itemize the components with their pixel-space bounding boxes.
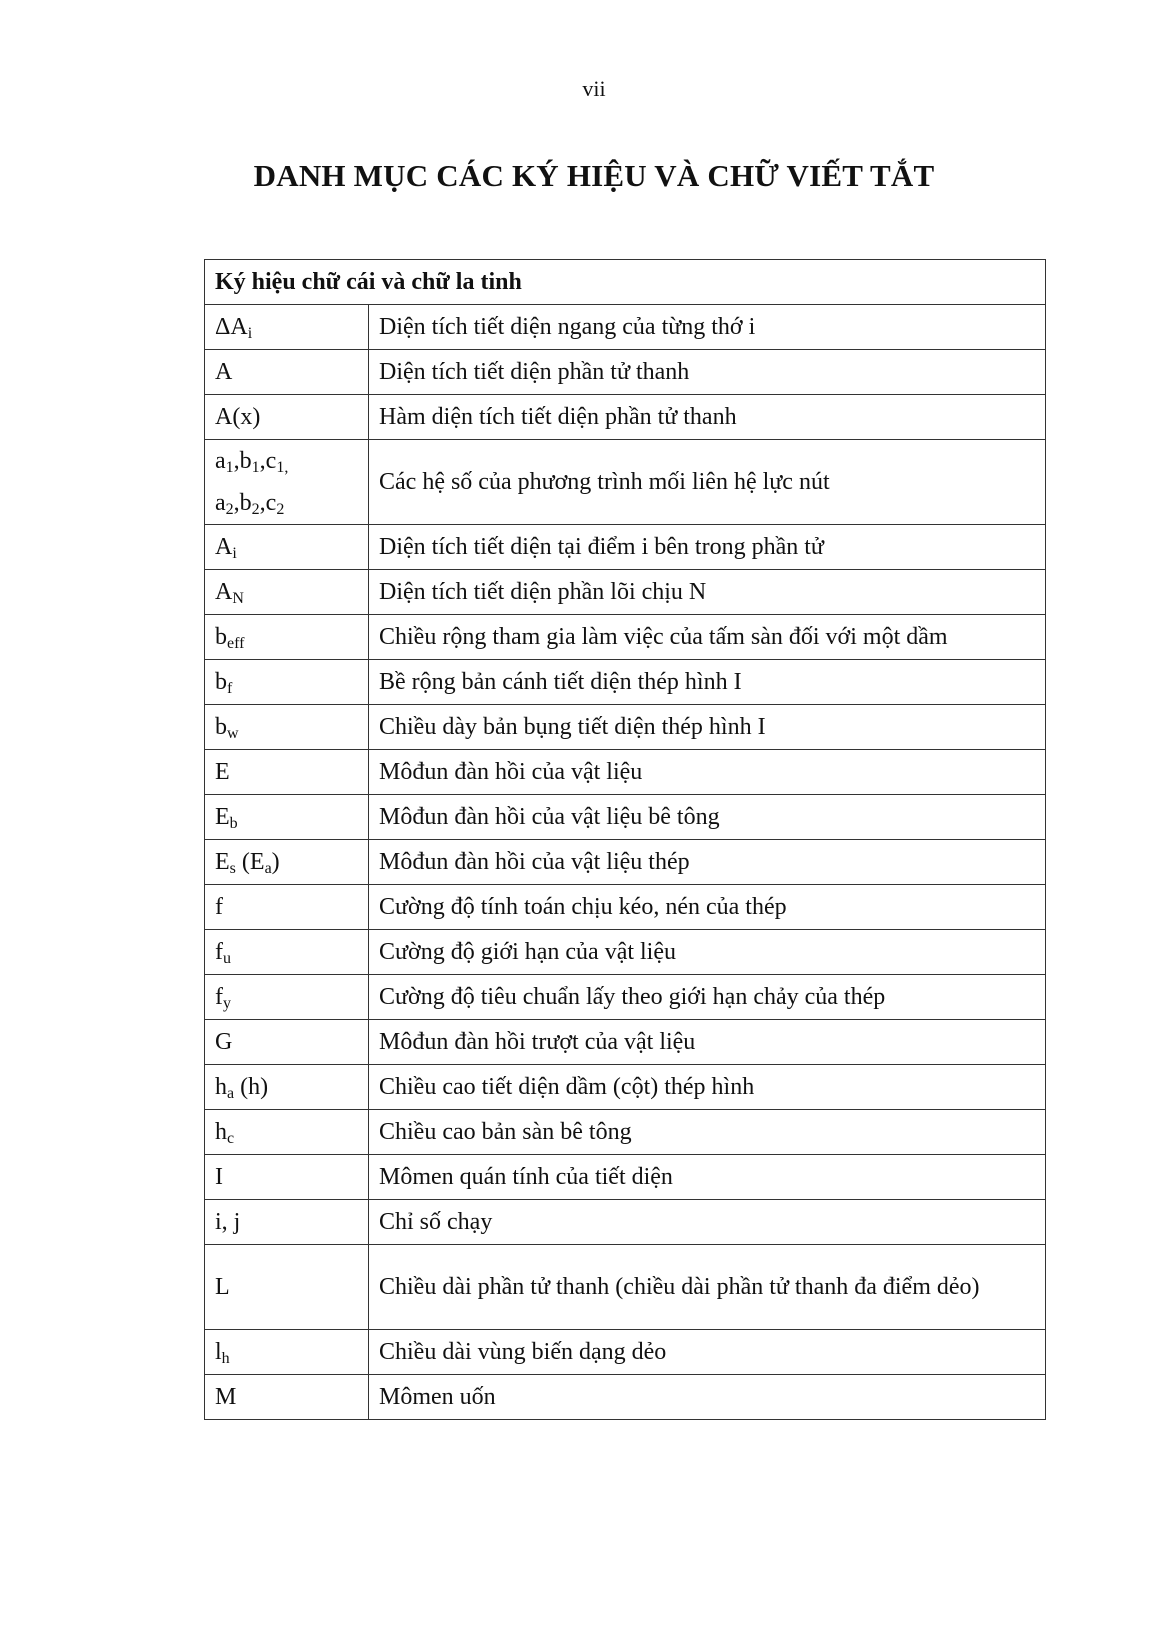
table-row — [205, 705, 1046, 750]
symbol-line-2: $a_2,b_2,c_2$ — [215, 490, 285, 518]
symbol-cell: M — [205, 1375, 369, 1420]
table-row — [205, 750, 1046, 795]
symbol-cell: $E_b$ — [205, 795, 369, 840]
table-row — [205, 1110, 1046, 1155]
page-number: vii — [582, 76, 606, 101]
table-row — [205, 350, 1046, 395]
table-row — [205, 525, 1046, 570]
symbol-cell: i, j — [205, 1200, 369, 1245]
description-cell: Bề rộng bản cánh tiết diện thép hình I — [369, 660, 1046, 705]
table-row — [205, 885, 1046, 930]
symbol-cell: $A_N$ — [205, 570, 369, 615]
description-cell: Chỉ số chạy — [369, 1200, 1046, 1245]
description-cell: Diện tích tiết diện phần tử thanh — [369, 350, 1046, 395]
table-row — [205, 1065, 1046, 1110]
symbol-cell: L — [205, 1245, 369, 1330]
table-row — [205, 395, 1046, 440]
table-header-row — [205, 260, 1046, 305]
table-row — [205, 795, 1046, 840]
description-cell: Chiều dài vùng biến dạng dẻo — [369, 1330, 1046, 1375]
symbol-line-1: $a_1,b_1,c_{1,}$ — [215, 448, 289, 476]
symbol-cell: $l_h$ — [205, 1330, 369, 1375]
symbol-cell: G — [205, 1020, 369, 1065]
symbol-cell: $b_w$ — [205, 705, 369, 750]
description-cell: Chiều dài phần tử thanh (chiều dài phần tử thanh đa điểm dẻo) — [369, 1245, 1046, 1330]
table-row — [205, 1245, 1046, 1330]
table-row — [205, 1020, 1046, 1065]
table-row — [205, 660, 1046, 705]
symbol-cell: E — [205, 750, 369, 795]
symbol-cell: $\Delta A_i$ — [205, 305, 369, 350]
description-cell: Diện tích tiết diện phần lõi chịu N — [369, 570, 1046, 615]
section-header: Ký hiệu chữ cái và chữ la tinh — [205, 260, 1046, 305]
symbol-cell: $h_a$ (h) — [205, 1065, 369, 1110]
table-row — [205, 930, 1046, 975]
description-cell: Chiều cao bản sàn bê tông — [369, 1110, 1046, 1155]
description-cell: Môđun đàn hồi trượt của vật liệu — [369, 1020, 1046, 1065]
table-row — [205, 975, 1046, 1020]
table-row — [205, 570, 1046, 615]
symbol-cell: f — [205, 885, 369, 930]
symbol-cell: $h_c$ — [205, 1110, 369, 1155]
description-cell: Cường độ tính toán chịu kéo, nén của thép — [369, 885, 1046, 930]
symbol-cell: $b_{eff}$ — [205, 615, 369, 660]
description-cell: Chiều rộng tham gia làm việc của tấm sàn đối với một dầm — [369, 615, 1046, 660]
symbol-cell: $A_i$ — [205, 525, 369, 570]
description-cell: Cường độ tiêu chuẩn lấy theo giới hạn chảy của thép — [369, 975, 1046, 1020]
symbol-cell: $f_u$ — [205, 930, 369, 975]
table-row — [205, 1330, 1046, 1375]
table-row — [205, 440, 1046, 525]
page-title: DANH MỤC CÁC KÝ HIỆU VÀ CHỮ VIẾT TẮT — [253, 158, 935, 193]
description-cell: Cường độ giới hạn của vật liệu — [369, 930, 1046, 975]
description-cell: Diện tích tiết diện ngang của từng thớ i — [369, 305, 1046, 350]
symbol-cell: I — [205, 1155, 369, 1200]
description-cell: Các hệ số của phương trình mối liên hệ lực nút — [369, 440, 1046, 525]
description-cell: Mômen quán tính của tiết diện — [369, 1155, 1046, 1200]
symbol-cell: A — [205, 350, 369, 395]
description-cell: Hàm diện tích tiết diện phần tử thanh — [369, 395, 1046, 440]
symbol-cell: A(x) — [205, 395, 369, 440]
symbol-cell: $f_y$ — [205, 975, 369, 1020]
table-row — [205, 1200, 1046, 1245]
symbol-cell: $b_f$ — [205, 660, 369, 705]
description-cell: Mômen uốn — [369, 1375, 1046, 1420]
description-cell: Môđun đàn hồi của vật liệu — [369, 750, 1046, 795]
symbol-cell: $E_s$ $(E_a)$ — [205, 840, 369, 885]
table-row — [205, 615, 1046, 660]
description-cell: Môđun đàn hồi của vật liệu bê tông — [369, 795, 1046, 840]
table-row — [205, 1155, 1046, 1200]
description-cell: Chiều cao tiết diện dầm (cột) thép hình — [369, 1065, 1046, 1110]
description-cell: Chiều dày bản bụng tiết diện thép hình I — [369, 705, 1046, 750]
symbol-cell — [205, 440, 369, 525]
description-cell: Môđun đàn hồi của vật liệu thép — [369, 840, 1046, 885]
table-row — [205, 840, 1046, 885]
description-cell: Diện tích tiết diện tại điểm i bên trong phần tử — [369, 525, 1046, 570]
table-row — [205, 305, 1046, 350]
symbols-table — [204, 259, 1046, 1420]
table-row — [205, 1375, 1046, 1420]
